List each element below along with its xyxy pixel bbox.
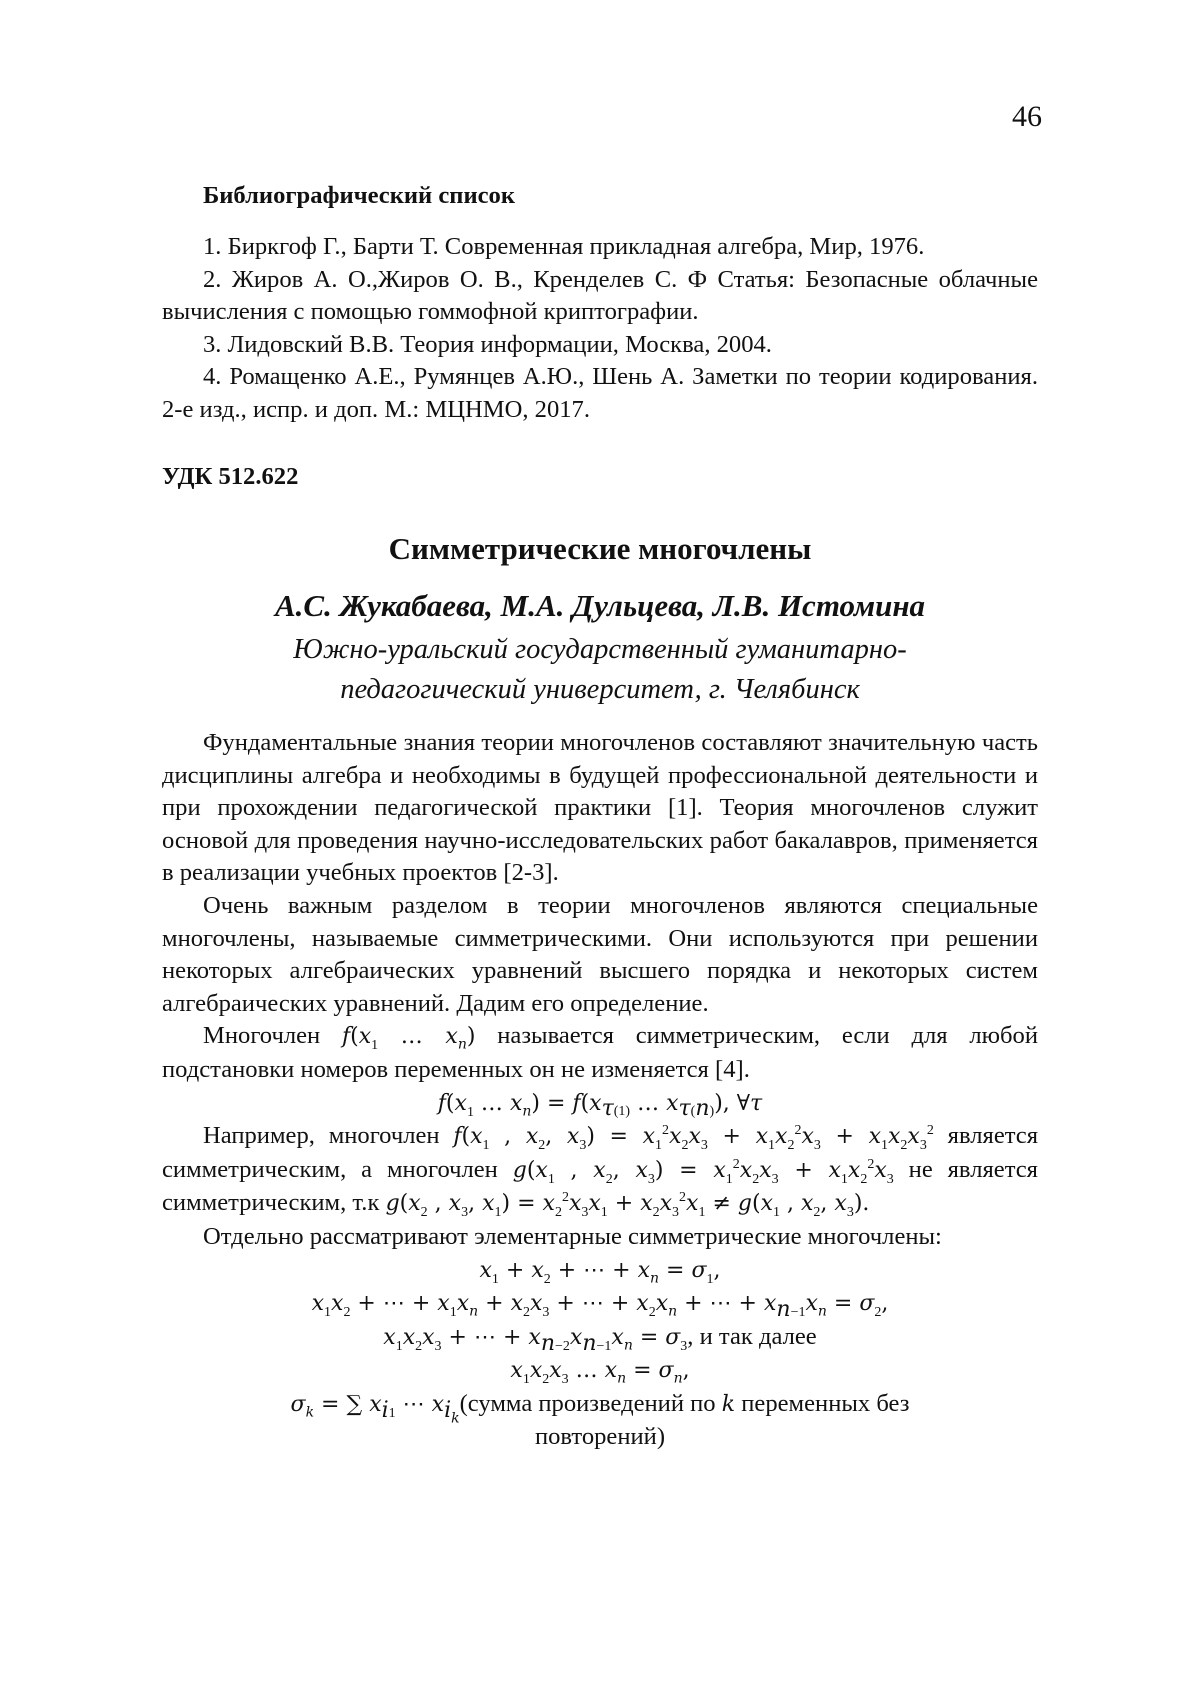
article-body [162, 727, 1038, 1454]
udk-code: УДК 512.622 [162, 463, 298, 491]
text: , и так далее [687, 1323, 816, 1350]
text: не является симметрическим, т.к [162, 1156, 1038, 1217]
paragraph: Фундаментальные знания теории многочленов составляют значительную часть дисциплины алгебра и необходимы в будущей профессиональной деятельности и при прохождении педагогической практики [1]. Теория многочленов служит основой для проведения научно-исследовательских работ бакалавров, применяется в реализации учебных проектов [2-3]. [162, 727, 1038, 890]
formula-line: x1x2x3 … xn = σn, [162, 1354, 1038, 1388]
formula-line: σk = ∑ xi1 ⋯ xik(сумма произведений по k переменных без [162, 1388, 1038, 1422]
paragraph: Например, многочлен f(x1 , x2, x3) = x12x2x3 + x1x22x3 + x1x2x32 является симметрическим, а многочлен g(x1 , x2, x3) = x12x2x3 + x1x22x3 не является симметрическим, т.к g(x2 , x3, x1) = x22x3x1 + x2x32x1 ≠ g(x1 , x2, x3). [162, 1120, 1038, 1221]
affiliation-line: педагогический университет, г. Челябинск [162, 670, 1038, 710]
formula-line: f(x1 … xn) = f(xτ(1) … xτ(n)), ∀τ [162, 1087, 1038, 1121]
text: переменных без [741, 1390, 909, 1417]
text: называется симметрическим, если для любой подстановки номеров переменных он не изменяется [4]. [162, 1022, 1038, 1083]
bibliography-item: 2. Жиров А. О.,Жиров О. В., Кренделев С. Ф Статья: Безопасные облачные вычисления с помощью гоммофной криптографии. [162, 264, 1038, 329]
text: является симметрическим, а многочлен [162, 1122, 1038, 1183]
article-affiliation [162, 630, 1038, 710]
affiliation-line: Южно-уральский государственный гуманитарно- [162, 630, 1038, 670]
text: Например, многочлен [203, 1122, 440, 1149]
paragraph: Многочлен f(x1 … xn) называется симметрическим, если для любой подстановки номеров переменных он не изменяется [4]. [162, 1020, 1038, 1086]
article-authors: А.С. Жукабаева, М.А. Дульцева, Л.В. Истомина [162, 588, 1038, 624]
page-number: 46 [1012, 100, 1042, 134]
formula-line: x1x2x3 + ⋯ + xn−2xn−1xn = σ3, и так далее [162, 1321, 1038, 1355]
bibliography-item: 1. Биркгоф Г., Барти Т. Современная прикладная алгебра, Мир, 1976. [162, 231, 1038, 264]
article-title: Симметрические многочлены [162, 531, 1038, 567]
formula-line: повторений) [162, 1421, 1038, 1454]
text: Многочлен [203, 1022, 320, 1049]
formula-line: x1x2 + ⋯ + x1xn + x2x3 + ⋯ + x2xn + ⋯ + xn−1xn = σ2, [162, 1287, 1038, 1321]
formula-line: x1 + x2 + ⋯ + xn = σ1, [162, 1254, 1038, 1288]
paragraph: Очень важным разделом в теории многочленов являются специальные многочлены, называемые симметрическими. Они используются при решении некоторых алгебраических уравнений высшего порядка и некоторых систем алгебраических уравнений. Дадим его определение. [162, 890, 1038, 1020]
bibliography-list [162, 231, 1038, 427]
text: (сумма произведений по [460, 1390, 716, 1417]
bibliography-item: 3. Лидовский В.В. Теория информации, Москва, 2004. [162, 329, 1038, 362]
bibliography-item: 4. Ромащенко А.Е., Румянцев А.Ю., Шень А. Заметки по теории кодирования. 2-е изд., испр. и доп. М.: МЦНМО, 2017. [162, 361, 1038, 426]
formula: f [342, 1024, 350, 1049]
document-page [0, 0, 1200, 1703]
paragraph: Отдельно рассматривают элементарные симметрические многочлены: [162, 1221, 1038, 1254]
bibliography-heading: Библиографический список [203, 182, 515, 210]
